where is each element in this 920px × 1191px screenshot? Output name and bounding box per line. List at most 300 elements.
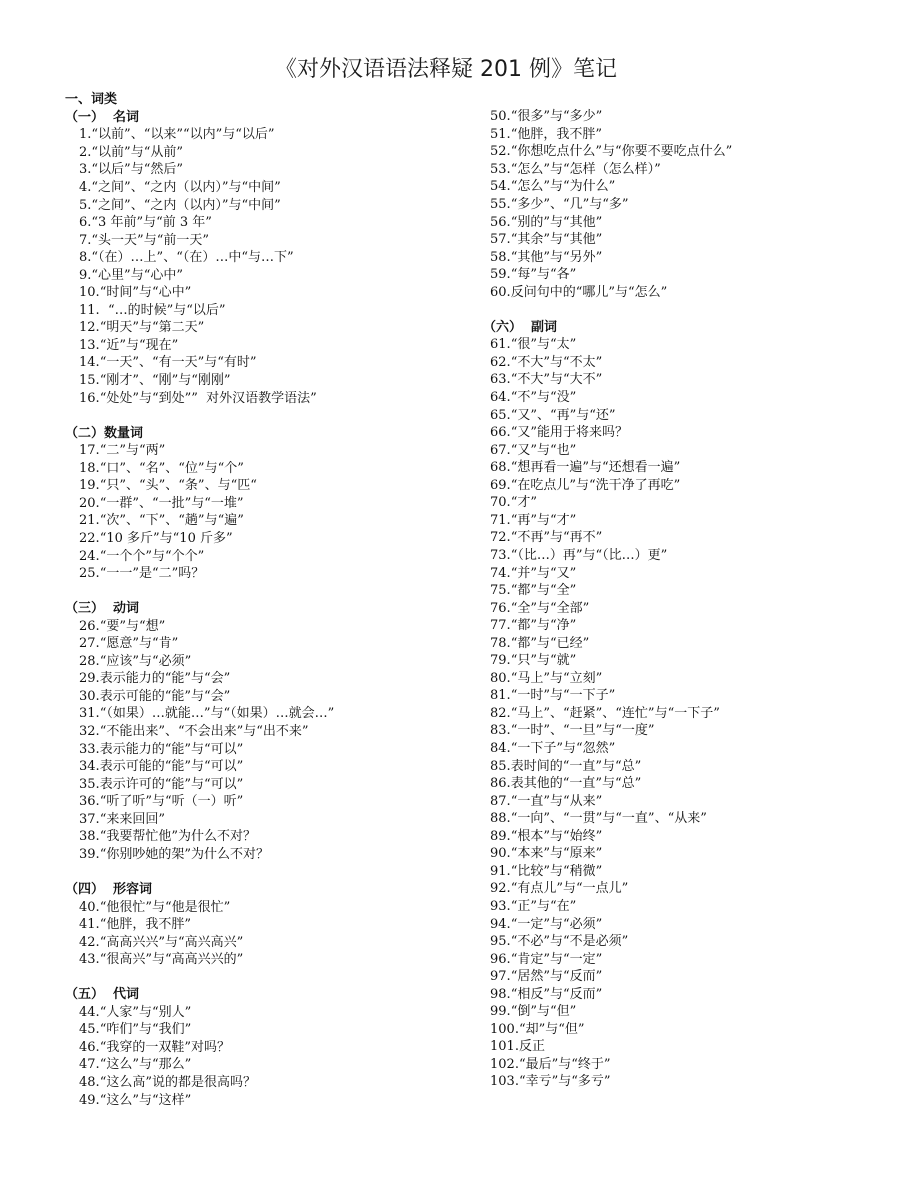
item-number: 79.	[490, 653, 511, 669]
list-item	[65, 653, 191, 671]
item-number: 56.	[490, 214, 511, 230]
item-number: 78.	[490, 635, 511, 651]
item-number: 103.	[490, 1074, 519, 1090]
item-number: 25.	[79, 566, 100, 582]
item-text: 反正	[518, 1039, 545, 1055]
list-item	[483, 354, 602, 372]
item-number: 64.	[490, 390, 511, 405]
list-item	[65, 179, 281, 197]
left-column	[65, 0, 475, 1191]
list-item	[65, 197, 281, 215]
list-item	[483, 231, 602, 249]
list-item	[483, 880, 628, 898]
item-number: 44.	[79, 1004, 100, 1020]
item-text: “又”能用于将来吗？	[510, 425, 628, 441]
item-text: “才”	[510, 495, 537, 511]
list-item	[65, 530, 233, 548]
list-item	[483, 126, 602, 144]
item-text: “相反”与“反而”	[510, 986, 603, 1002]
item-text: “咋们”与“我们”	[99, 1022, 192, 1038]
item-number: 61.	[490, 337, 511, 353]
list-item	[65, 741, 243, 759]
item-number: 14.	[79, 355, 100, 371]
list-item	[483, 722, 655, 740]
item-text: “马上”与“立刻”	[510, 670, 603, 686]
list-item	[65, 354, 257, 372]
item-number: 101.	[490, 1039, 519, 1055]
item-number: 100.	[490, 1021, 519, 1037]
list-item	[483, 863, 602, 881]
item-number: 69.	[490, 477, 511, 493]
item-number: 17.	[79, 443, 100, 459]
list-item	[65, 635, 178, 653]
item-number: 4.	[79, 179, 92, 195]
list-item	[65, 249, 294, 267]
list-item	[483, 898, 576, 916]
list-item	[65, 565, 204, 583]
item-text: “这么”与“这样”	[99, 1092, 192, 1108]
item-number: 11.	[79, 302, 100, 318]
list-item	[483, 565, 576, 583]
item-text: “怎么”与“为什么”	[510, 179, 616, 195]
list-item	[65, 1056, 191, 1074]
list-item	[483, 214, 602, 232]
item-text: “时间”与“心中”	[99, 285, 192, 301]
list-item	[483, 547, 667, 565]
item-text: “来来回回”	[99, 811, 165, 827]
item-text: “高高兴兴”与“高兴高兴”	[99, 934, 244, 950]
list-item	[65, 495, 244, 513]
item-text: 表示能力的“能”与“会”	[99, 671, 231, 687]
list-item	[483, 775, 641, 793]
item-text: “别的”与“其他”	[510, 214, 603, 230]
item-text: “我要帮忙他”为什么不对？	[99, 829, 256, 845]
list-item	[483, 477, 680, 495]
item-text: “肯定”与“一定”	[510, 951, 603, 967]
list-item	[65, 1004, 191, 1022]
list-item	[483, 407, 616, 425]
item-number: 15.	[79, 373, 100, 388]
item-text: “幸亏”与“多亏”	[518, 1074, 611, 1090]
list-item	[65, 512, 244, 530]
list-item	[483, 986, 602, 1004]
item-number: 41.	[79, 917, 100, 933]
item-number: 80.	[490, 670, 511, 686]
item-number: 51.	[490, 126, 511, 142]
item-number: 52.	[490, 144, 511, 160]
list-item	[483, 635, 589, 653]
list-item	[483, 266, 576, 284]
list-item	[65, 934, 243, 952]
list-item	[483, 249, 602, 267]
item-text: “怎么”与“怎样（怎么样）”	[510, 161, 661, 177]
section-heading: 一、词类	[65, 92, 118, 108]
page-title: 《对外汉语语法释疑 201 例》笔记	[275, 57, 617, 82]
list-item	[65, 144, 183, 162]
item-text: “不再”与“再不”	[510, 530, 603, 546]
item-text: “再”与“才”	[510, 512, 577, 528]
item-number: 57.	[490, 232, 511, 248]
list-item	[65, 372, 231, 390]
item-number: 86.	[490, 776, 511, 792]
item-number: 83.	[490, 723, 511, 739]
list-item	[483, 459, 680, 477]
item-number: 77.	[490, 618, 511, 634]
item-number: 85.	[490, 758, 511, 774]
item-number: 55.	[490, 196, 511, 212]
item-number: 62.	[490, 354, 511, 370]
item-number: 2.	[79, 144, 92, 160]
item-text: “你别吵她的架”为什么不对？	[99, 846, 269, 862]
item-text: “（在）…上”、“（在）…中“与…下”	[91, 250, 294, 266]
list-item	[65, 916, 191, 934]
item-text: “比较”与“稍微”	[510, 863, 603, 879]
item-text: “一定”与“必须”	[510, 916, 603, 932]
list-item	[65, 951, 243, 969]
list-item	[65, 899, 230, 917]
list-item	[483, 951, 602, 969]
list-item	[483, 705, 720, 723]
item-number: 95.	[490, 934, 511, 950]
item-number: 29.	[79, 671, 100, 687]
list-item	[483, 1003, 576, 1021]
list-item	[65, 267, 183, 285]
item-number: 8.	[79, 250, 92, 266]
item-number: 66.	[490, 425, 511, 441]
list-item	[65, 1092, 191, 1110]
item-number: 94.	[490, 916, 511, 932]
list-item	[483, 916, 602, 934]
list-item	[483, 810, 707, 828]
item-text: “口”、“名”、“位”与“个”	[99, 460, 244, 476]
item-number: 33.	[79, 741, 100, 757]
list-item	[483, 284, 667, 302]
item-number: 93.	[490, 898, 511, 914]
list-item	[483, 617, 576, 635]
list-item	[65, 232, 209, 250]
list-item	[483, 424, 628, 442]
item-number: 75.	[490, 583, 511, 599]
list-item	[65, 793, 243, 811]
item-text: “马上”、“赶紧”、“连忙”与“一下子”	[510, 705, 720, 721]
item-text: “听了听”与“听（一）听”	[99, 794, 244, 810]
item-number: 9.	[79, 267, 92, 283]
item-number: 96.	[490, 951, 511, 967]
item-text: “在吃点儿”与“洗干净了再吃”	[510, 477, 681, 493]
item-number: 102.	[490, 1056, 519, 1072]
list-item	[483, 108, 602, 126]
list-item	[483, 389, 576, 407]
item-number: 28.	[79, 653, 100, 669]
item-number: 1.	[79, 127, 92, 143]
item-text: “一直”与“从来”	[510, 793, 603, 809]
list-item	[65, 442, 165, 460]
item-number: 26.	[79, 618, 100, 634]
item-text: “要”与“想”	[99, 618, 166, 634]
item-number: 20.	[79, 495, 100, 511]
list-item	[483, 740, 615, 758]
item-text: “次”、“下”、“趟”与“遍”	[99, 513, 244, 529]
item-number: 13.	[79, 337, 100, 353]
list-item	[483, 845, 602, 863]
item-text: “倒”与“但”	[510, 1004, 577, 1020]
item-number: 27.	[79, 636, 100, 652]
item-number: 32.	[79, 724, 100, 739]
list-item	[65, 618, 165, 636]
item-text: “3 年前”与“前 3 年”	[91, 215, 212, 231]
list-item	[483, 442, 576, 460]
item-text: “并”与“又”	[510, 565, 577, 581]
item-text: “他很忙”与“他是很忙”	[99, 899, 231, 915]
item-text: “只”、“头”、“条”、与“匹“	[99, 478, 257, 494]
item-number: 98.	[490, 986, 511, 1002]
subsection-heading: （二）数量词	[65, 425, 144, 441]
item-text: “一时”与“一下子”	[510, 688, 616, 704]
item-number: 71.	[490, 512, 511, 528]
item-text: 表时间的“一直”与“总”	[510, 758, 642, 774]
item-text: “根本”与“始终”	[510, 828, 603, 844]
item-text: “却”与“但”	[518, 1021, 585, 1037]
item-number: 58.	[490, 249, 511, 265]
item-text: “头一天”与“前一天”	[91, 232, 209, 248]
list-item	[65, 319, 204, 337]
item-number: 72.	[490, 530, 511, 546]
item-text: “二”与“两”	[99, 443, 166, 459]
list-item	[65, 161, 183, 179]
list-item	[483, 793, 602, 811]
item-text: “一群”、“一批”与“一堆”	[99, 495, 244, 511]
subsection-heading: （五） 代词	[65, 987, 140, 1003]
item-number: 12.	[79, 320, 100, 336]
item-number: 40.	[79, 899, 100, 915]
item-text: “近”与“现在”	[99, 337, 179, 353]
item-text: “居然”与“反而”	[510, 969, 603, 985]
item-number: 74.	[490, 565, 511, 581]
item-number: 31.	[79, 706, 100, 722]
list-item	[65, 705, 334, 723]
item-text: “一一”是“二”吗？	[99, 566, 205, 582]
item-number: 19.	[79, 478, 100, 494]
item-text: “我穿的一双鞋”对吗？	[99, 1039, 230, 1055]
item-text: “本来”与“原来”	[510, 846, 603, 862]
item-number: 87.	[490, 793, 511, 809]
item-text: “又”与“也”	[510, 442, 577, 458]
item-number: 35.	[79, 776, 100, 792]
subsection-heading: （四） 形容词	[65, 881, 153, 897]
list-item	[65, 214, 212, 232]
item-text: “一下子”与“忽然”	[510, 741, 616, 756]
list-item	[483, 933, 628, 951]
item-number: 45.	[79, 1022, 100, 1038]
item-text: “其他”与“另外”	[510, 249, 603, 265]
list-item	[65, 1074, 256, 1092]
right-column	[483, 0, 903, 1191]
item-number: 68.	[490, 460, 511, 476]
item-text: “应该”与“必须”	[99, 653, 192, 669]
list-item	[65, 548, 204, 566]
item-text: “一天”、“有一天”与“有时”	[99, 355, 257, 371]
list-item	[483, 161, 661, 179]
list-item	[65, 1039, 230, 1057]
item-text: “每”与“各”	[510, 267, 577, 283]
list-item	[65, 1021, 191, 1039]
list-item	[483, 670, 602, 688]
item-text: “这么”与“那么”	[99, 1057, 192, 1073]
item-number: 42.	[79, 934, 100, 950]
item-number: 43.	[79, 952, 100, 968]
item-text: 表示许可的“能”与“可以”	[99, 776, 244, 792]
item-text: “最后”与“终于”	[518, 1056, 611, 1072]
item-text: “很”与“太”	[510, 337, 577, 353]
item-number: 6.	[79, 215, 92, 231]
item-number: 84.	[490, 741, 511, 756]
list-item	[483, 529, 602, 547]
subsection-heading: （一） 名词	[65, 109, 140, 125]
item-number: 39.	[79, 846, 100, 862]
list-item	[65, 846, 269, 864]
item-text: “以前”与“从前”	[91, 144, 183, 160]
list-item	[483, 582, 576, 600]
list-item	[483, 1073, 611, 1091]
subsection-heading: （三） 动词	[65, 601, 140, 617]
list-item	[483, 143, 732, 161]
item-text: “不大”与“大不”	[510, 372, 603, 388]
item-text: 表其他的“一直”与“总”	[510, 776, 642, 792]
list-item	[65, 337, 178, 355]
list-item	[65, 284, 191, 302]
list-item	[483, 652, 576, 670]
item-number: 91.	[490, 863, 511, 879]
item-text: “很多”与“多少”	[510, 109, 603, 125]
item-text: “…的时候”与“以后”	[99, 302, 226, 318]
item-text: 表示能力的“能”与“可以”	[99, 741, 244, 757]
list-item	[483, 1056, 611, 1074]
item-number: 5.	[79, 197, 92, 213]
item-text: “只”与“就”	[510, 653, 577, 669]
item-number: 16.	[79, 390, 100, 406]
item-number: 46.	[79, 1039, 100, 1055]
item-text: “刚才”、“刚”与“刚刚”	[99, 373, 231, 388]
item-number: 38.	[79, 829, 100, 845]
item-text: “其余”与“其他”	[510, 232, 603, 248]
item-text: “不大”与“不太”	[510, 354, 603, 370]
item-text: “都”与“已经”	[510, 635, 590, 651]
item-number: 22.	[79, 530, 100, 546]
item-number: 67.	[490, 442, 511, 458]
list-item	[65, 758, 243, 776]
item-number: 99.	[490, 1004, 511, 1020]
item-number: 88.	[490, 811, 511, 827]
list-item	[65, 688, 230, 706]
item-number: 53.	[490, 161, 511, 177]
list-item	[65, 126, 275, 144]
item-number: 18.	[79, 460, 100, 476]
item-text: “10 多斤”与“10 斤多”	[99, 530, 233, 546]
list-item	[483, 758, 641, 776]
item-text: “（比…）再”与“（比…）更”	[510, 547, 668, 563]
list-item	[65, 390, 317, 408]
item-text: “不必”与“不是必须”	[510, 934, 629, 950]
item-number: 70.	[490, 495, 511, 511]
item-text: “很高兴”与“高高兴兴的”	[99, 952, 244, 968]
item-text: “正”与“在”	[510, 898, 577, 914]
item-text: “一向”、“一贯”与“一直”、“从来”	[510, 811, 707, 827]
list-item	[65, 670, 230, 688]
list-item	[483, 494, 537, 512]
list-item	[65, 776, 243, 794]
list-item	[483, 512, 576, 530]
item-number: 82.	[490, 705, 511, 721]
item-text: “明天”与“第二天”	[99, 320, 205, 336]
item-number: 59.	[490, 267, 511, 283]
item-text: “这么高”说的都是很高吗？	[99, 1075, 256, 1090]
item-number: 47.	[79, 1057, 100, 1073]
item-text: “之间”、“之内（以内）”与“中间”	[91, 197, 281, 213]
item-number: 3.	[79, 162, 92, 178]
item-number: 36.	[79, 794, 100, 810]
subsection-heading: （六） 副词	[483, 319, 558, 335]
item-number: 89.	[490, 828, 511, 844]
item-text: “多少”、“几”与“多”	[510, 196, 629, 212]
item-text: “有点儿”与“一点儿”	[510, 881, 629, 897]
item-number: 63.	[490, 372, 511, 388]
list-item	[483, 828, 602, 846]
list-item	[65, 302, 226, 320]
item-number: 37.	[79, 811, 100, 827]
item-number: 34.	[79, 759, 100, 775]
item-number: 21.	[79, 513, 100, 529]
item-text: “你想吃点什么”与“你要不要吃点什么”	[510, 144, 733, 160]
item-text: “一时”、“一旦”与“一度”	[510, 723, 655, 739]
item-number: 7.	[79, 232, 92, 248]
list-item	[65, 811, 165, 829]
item-text: “之间”、“之内（以内）”与“中间”	[91, 179, 281, 195]
item-number: 10.	[79, 285, 100, 301]
list-item	[483, 968, 602, 986]
item-text: “他胖，我不胖”	[99, 917, 191, 933]
list-item	[65, 828, 256, 846]
list-item	[483, 1038, 545, 1056]
item-number: 97.	[490, 969, 511, 985]
item-text: “不能出来”、“不会出来”与“出不来”	[99, 724, 309, 739]
item-number: 24.	[79, 548, 100, 564]
item-text: “处处”与“到处”” 对外汉语教学语法”	[99, 390, 317, 406]
list-item	[65, 460, 244, 478]
item-number: 54.	[490, 179, 511, 195]
item-text: “都”与“净”	[510, 618, 577, 634]
item-text: “心里”与“心中”	[91, 267, 183, 283]
item-text: “都”与“全”	[510, 583, 577, 599]
item-text: “不”与“没”	[510, 390, 577, 405]
item-text: 表示可能的“能”与“会”	[99, 688, 231, 704]
item-number: 81.	[490, 688, 511, 704]
item-number: 48.	[79, 1075, 100, 1090]
item-text: “（如果）…就能…”与“（如果）…就会…”	[99, 706, 335, 722]
list-item	[65, 477, 257, 495]
list-item	[483, 336, 576, 354]
list-item	[483, 600, 589, 618]
item-text: “又”、“再”与“还”	[510, 407, 616, 423]
item-text: 表示可能的“能”与“可以”	[99, 759, 244, 775]
item-text: “想再看一遍”与“还想看一遍”	[510, 460, 681, 476]
item-text: “愿意”与“肯”	[99, 636, 179, 652]
item-number: 92.	[490, 881, 511, 897]
list-item	[483, 371, 602, 389]
item-number: 30.	[79, 688, 100, 704]
list-item	[483, 1021, 585, 1039]
item-text: “以后”与“然后”	[91, 162, 183, 178]
item-number: 49.	[79, 1092, 100, 1108]
